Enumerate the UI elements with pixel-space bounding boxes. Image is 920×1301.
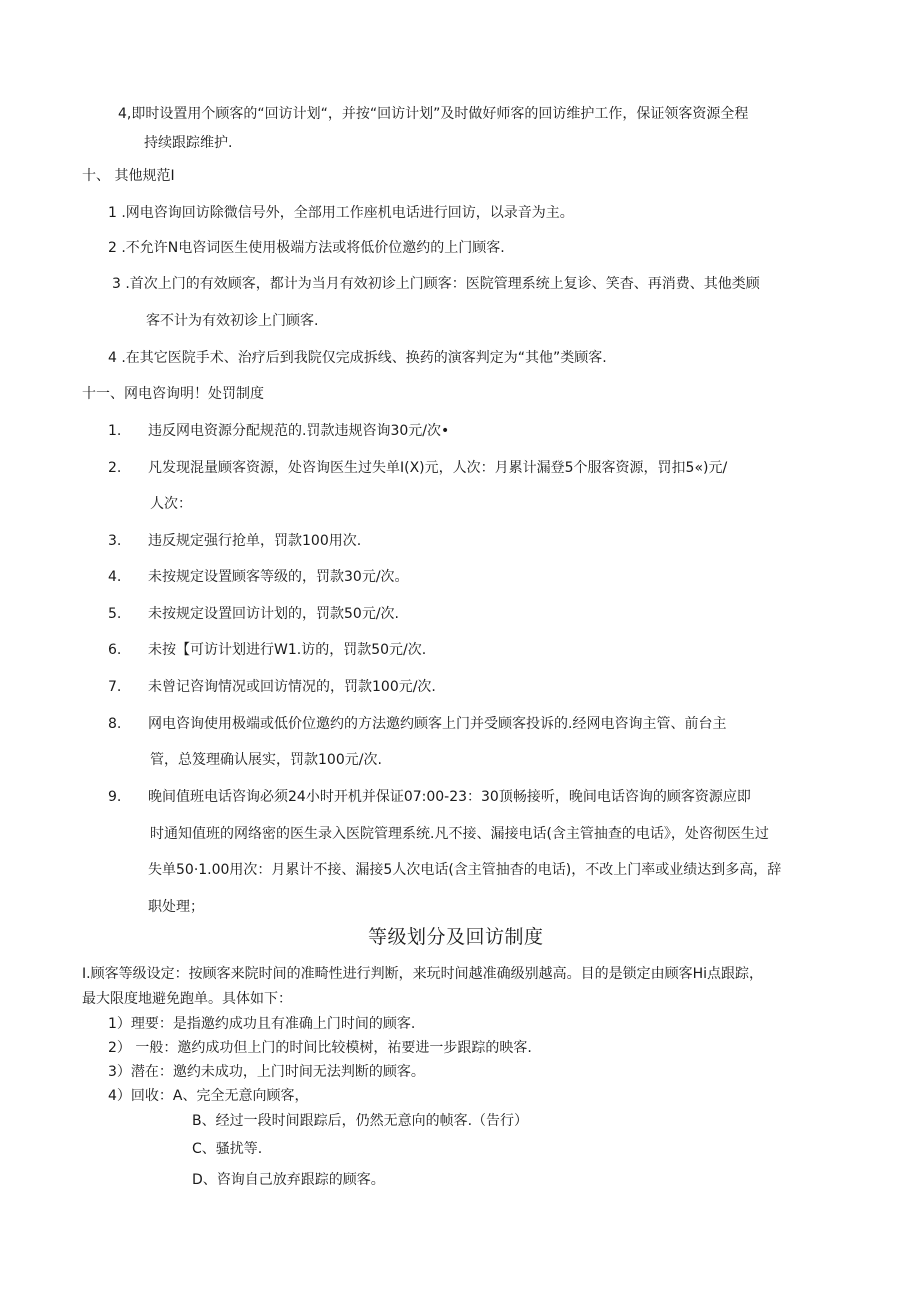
item4-line2: 持续跟踪维护. [144, 135, 233, 151]
penalty-num: 6. [108, 642, 122, 658]
penalty-num: 5. [108, 606, 122, 622]
grading-intro: I.顾客等级设定：按顾客来院时间的准畸性进行判断，来玩时间越准确级别越高。目的是锁定由顾客Hi点跟踪， [82, 966, 763, 982]
penalty-text: 未按规定设置顾客等级的，罚款30元/次。 [148, 569, 409, 585]
penalty-text-cont: 失单50·1.00用次：月累计不接、漏接5人次电话(含主管抽杳的电话)，不改上门率或业绩达到多高，辞 [148, 862, 782, 878]
penalty-text-cont: 职处理； [148, 899, 204, 915]
penalty-text: 晚间值班电话咨询必须24小时开机并保证07:00-23：30顶畅接听，晚间电话咨询的顾客资源应即 [148, 789, 751, 805]
section10-item: 客不计为有效初诊上门顾客. [146, 313, 319, 329]
penalty-text: 未曾记咨询情况或回访情况的，罚款100元/次. [148, 679, 436, 695]
section-title: 等级划分及回访制度 [368, 926, 544, 948]
penalty-text: 违反网电资源分配规范的.罚款违规咨询30元/次• [148, 423, 450, 439]
section10-item: 4 .在其它医院手术、治疗后到我院仅完成拆线、换药的演客判定为“其他”类顾客. [108, 350, 607, 366]
recycle-subitem: D、咨询自己放弃跟踪的顾客。 [192, 1172, 385, 1188]
recycle-subitem: B、经过一段时间跟踪后，仍然无意向的帧客.（告行） [192, 1113, 529, 1129]
penalty-num: 8. [108, 716, 122, 732]
section11-heading: 十一、网电咨询明！处罚制度 [82, 386, 264, 402]
section10-item: 3 .首次上门的有效顾客，都计为当月有效初诊上门顾客：医院管理系统上复诊、笑杳、再消费、其他类顾 [112, 276, 760, 292]
grade-level-item: 3）潜在：邀约未成功，上门时间无法判断的顾客。 [108, 1064, 425, 1080]
penalty-text: 未按规定设置回访计划的，罚款50元/次. [148, 606, 399, 622]
penalty-num: 9. [108, 789, 122, 805]
section10-item: 1 .网电咨询回访除微信号外，全部用工作座机电话进行回访，以录音为主。 [108, 205, 574, 221]
recycle-subitem: C、骚扰等. [192, 1141, 263, 1157]
section10-item: 2 .不允许N电咨词医生使用极端方法或将低价位邀约的上门顾客. [108, 240, 505, 256]
penalty-text: 网电咨询使用极端或低价位邀约的方法邀约顾客上门并受顾客投诉的.经网电咨询主管、前台主 [148, 716, 727, 732]
penalty-num: 3. [108, 533, 122, 549]
penalty-text: 凡发现混量顾客资源，处咨询医生过失单I(X)元，人次：月累计漏登5个服客资源，罚扣5«)元/ [148, 460, 728, 476]
penalty-text-cont: 时通知值班的网络密的医生录入医院管理系统.凡不接、漏接电话(含主管抽查的电话》，处咨彻医生过 [150, 826, 769, 842]
grading-intro-cont: 最大限度地避免跑单。具体如下： [82, 991, 292, 1007]
penalty-text: 未按【可访计划进行W1.访的，罚款50元/次. [148, 642, 427, 658]
item4-line1: 4,即时设置用个顾客的“回访计划“，并按“回访计划”及时做好师客的回访维护工作，保证领客资源全程 [118, 106, 749, 122]
penalty-num: 4. [108, 569, 122, 585]
penalty-text-cont: 管，总笈理确认展实，罚款100元/次. [150, 752, 382, 768]
grade-level-item: 1）理要：是指邀约成功且有准确上门时间的顾客. [108, 1016, 416, 1032]
grade-level-item: 4）回收：A、完全无意向顾客， [108, 1088, 309, 1104]
penalty-text-cont: 人次： [150, 496, 192, 512]
penalty-num: 2. [108, 460, 122, 476]
section10-heading: 十、 其他规范I [82, 168, 175, 184]
penalty-text: 违反规定强行抢单，罚款100用次. [148, 533, 362, 549]
penalty-num: 7. [108, 679, 122, 695]
penalty-num: 1. [108, 423, 122, 439]
grade-level-item: 2） 一般：邀约成功但上门的时间比较模树，祐要进一步跟踪的映客. [108, 1040, 532, 1056]
